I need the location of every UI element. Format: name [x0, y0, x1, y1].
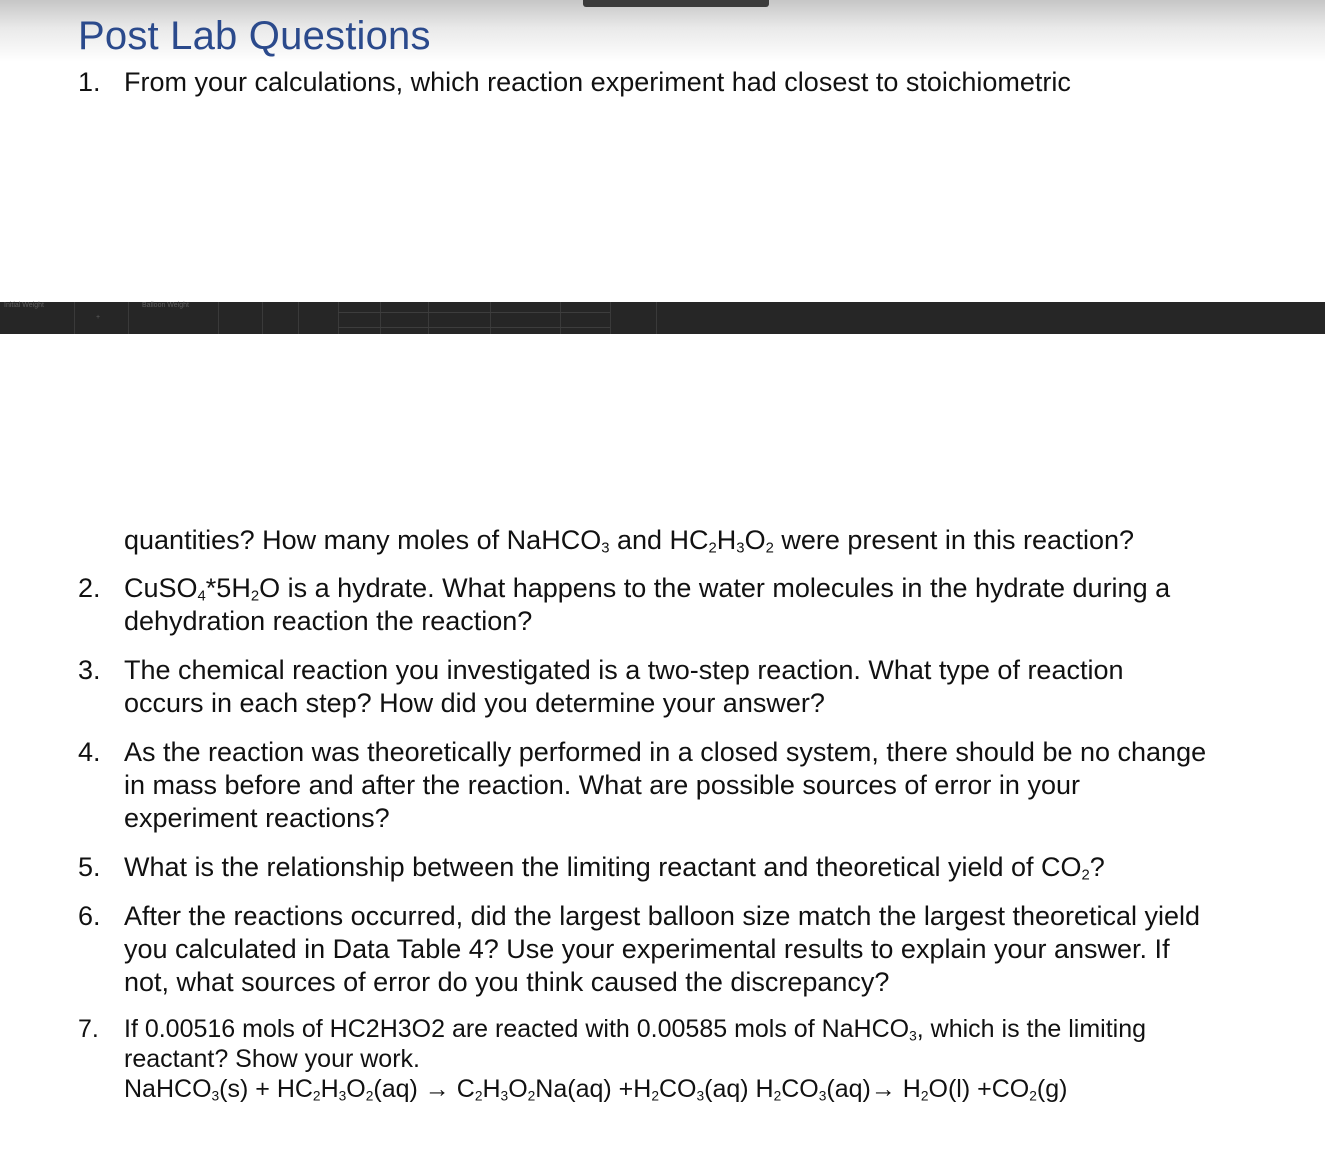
question-text: As the reaction was theoretically performed in a closed system, there should be no change in mass before and after the reaction. What are possible sources of error in your experiment reactions?: [124, 737, 1207, 833]
question-text: $CuSO_4*5H_2O$ is a hydrate. What happens to the water molecules in the hydrate during a dehydration reaction the reaction?: [124, 573, 1171, 636]
question-number: 2.: [78, 573, 101, 603]
question-number: 6.: [78, 901, 101, 931]
question-number: 1.: [78, 67, 101, 97]
table-header-label: Initial Weight: [4, 302, 44, 309]
table-cell: [610, 302, 657, 334]
chemical-equation: NaHCO$_3$(s) + $HC_2H_3O_2(aq) \to C_2H_3O_2Na(aq) +H_2CO_3(aq)$ $H_2CO_3(aq)\to H_2O(l) +CO_2(g)$: [124, 1075, 1068, 1104]
data-table-strip: [0, 302, 1325, 334]
question-number: 7.: [78, 1015, 99, 1043]
question-text: If 0.00516 mols of HC2H3O2 are reacted with 0.00585 mols of NaHCO$_3$, which is the limiting reactant? Show your work. NaHCO$_3$(s) + $HC_2H_3O_2(aq) \to C_2H_3O_2Na(aq) +H_2CO_3(aq)$ $H_2CO_3(aq)\to H_2O(l) +CO_2(g)$: [124, 1015, 1147, 1104]
question-text: What is the relationship between the limiting reactant and theoretical yield of $CO_2$?: [124, 852, 1105, 884]
table-cell: [262, 302, 299, 334]
page-title: Post Lab Questions: [78, 14, 431, 58]
question-number: 4.: [78, 737, 101, 767]
question-text: From your calculations, which reaction experiment had closest to stoichiometric: [124, 67, 1071, 97]
table-cell: [298, 302, 339, 334]
question-text: quantities? How many moles of NaHCO$_3$ and $HC_2H_3O_2$ were present in this reaction?: [124, 525, 1135, 557]
question-text: After the reactions occurred, did the largest balloon size match the largest theoretical yield you calculated in Data Table 4? Use your experimental results to explain your answer. If not, what sources of error do you think caused the discrepancy?: [124, 901, 1201, 997]
question-number: 3.: [78, 655, 101, 685]
top-tab-handle[interactable]: [583, 0, 769, 7]
question-text: The chemical reaction you investigated is a two-step reaction. What type of reaction occurs in each step? How did you determine your answer?: [124, 655, 1124, 718]
table-cell: [218, 302, 263, 334]
table-cell: [74, 302, 129, 334]
table-header-label: Balloon Weight: [142, 302, 189, 309]
table-rule-lines: [338, 312, 610, 328]
question-number: 5.: [78, 852, 101, 882]
table-mark: +: [96, 314, 101, 321]
